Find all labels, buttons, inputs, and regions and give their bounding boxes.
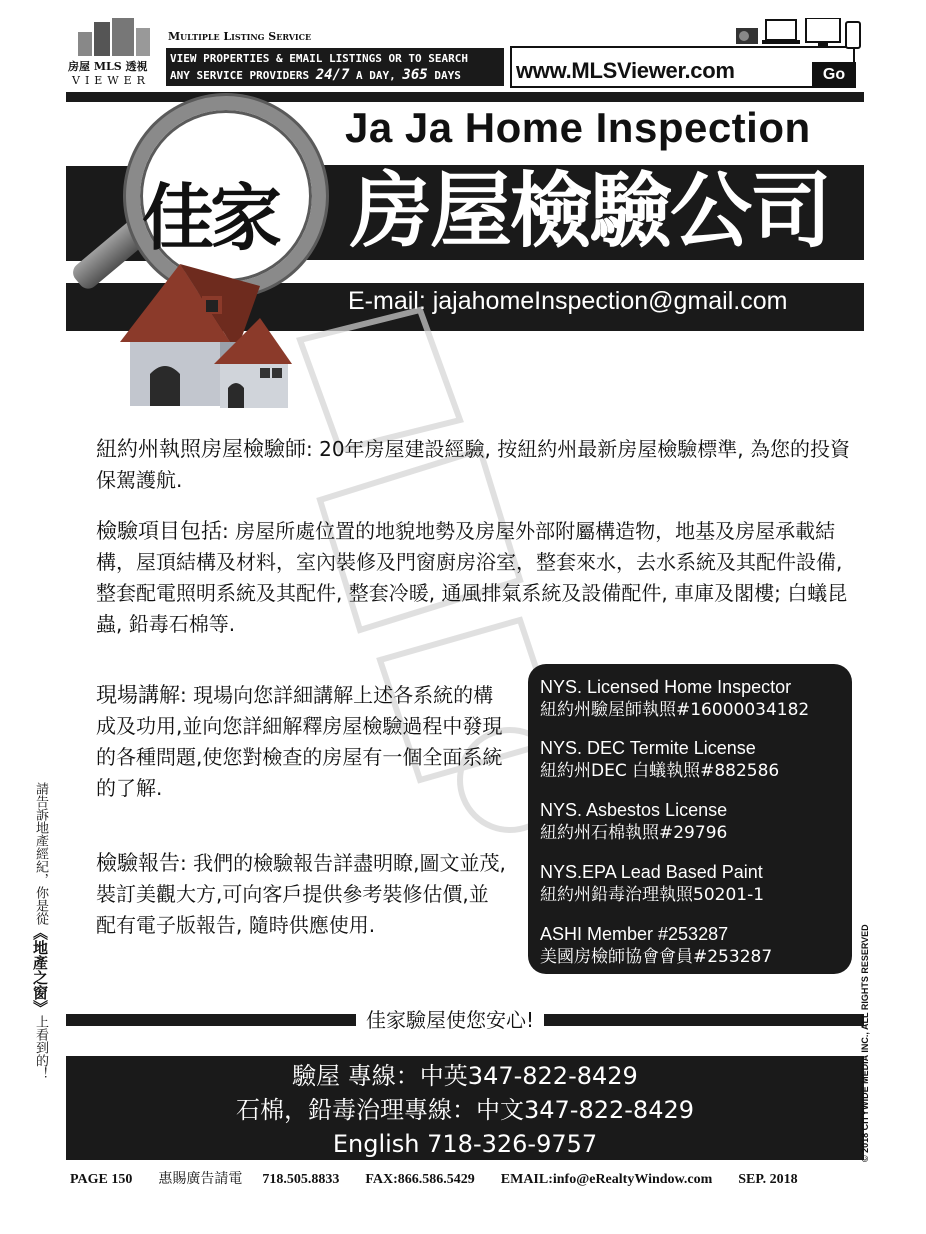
footer-fax: FAX:866.586.5429 [365, 1172, 475, 1187]
page-footer [70, 1168, 824, 1188]
footer-date: SEP. 2018 [738, 1172, 798, 1187]
slogan-line-1: VIEW PROPERTIES & EMAIL LISTINGS OR TO SEARCH [170, 52, 469, 65]
mls-viewer-logo[interactable] [68, 18, 160, 90]
report-paragraph [96, 848, 506, 941]
license-item [540, 861, 764, 907]
license-en: ASHI Member #253287 [540, 924, 729, 944]
side-note: 請告訴地產經紀，你是從《地產之窗》上看到的！ [31, 782, 49, 1080]
intro-body: : 20年房屋建設經驗, 按紐約州最新房屋檢驗標準, 為您的投資保駕護航. [96, 437, 850, 492]
service-tag: Multiple Listing Service [168, 30, 312, 43]
license-zh: 紐約州石棉執照#29796 [540, 823, 728, 843]
report-lead: 檢驗報告 [96, 851, 180, 875]
license-en: NYS. DEC Termite License [540, 738, 756, 758]
top-rule [66, 92, 864, 102]
brand-mark: 佳家 [142, 176, 279, 260]
mls-url-link[interactable]: www.MLSViewer.com [516, 58, 735, 83]
license-box [528, 664, 852, 974]
intro-paragraph [96, 434, 856, 496]
inspection-items-paragraph [96, 516, 856, 640]
license-item [540, 799, 727, 845]
license-zh: 紐約州鉛毒治理執照50201-1 [540, 885, 765, 905]
slogan: 佳家驗屋使您安心! [356, 1008, 544, 1032]
phone-english[interactable]: English 718-326-9757 [332, 1130, 598, 1158]
slogan-line-2: ANY SERVICE PROVIDERS 24/7 A DAY, 365 DAYS [170, 67, 461, 83]
page-number: PAGE 150 [70, 1172, 133, 1187]
license-en: NYS. Asbestos License [540, 800, 728, 820]
license-zh: 紐約州驗屋師執照#16000034182 [540, 700, 810, 720]
footer-contact-label: 惠賜廣告請電 [158, 1171, 243, 1187]
phone-box [66, 1056, 864, 1160]
copyright-notice: © 2018 CITYWIDE MEDIA INC., ALL RIGHTS RESERVED [860, 924, 870, 1162]
items-body: : 房屋所處位置的地貌地勢及房屋外部附屬構造物，地基及房屋承載結構，屋頂結構及材料，室內裝修及門窗廚房浴室，整套來水，去水系統及其配件設備, 整套配電照明系統及其配件, 整套冷暖, 通風排氣系統及設備配件, 車庫及閣樓; 白蟻昆蟲, 鉛毒石棉等. [96, 519, 848, 636]
license-en: NYS. Licensed Home Inspector [540, 677, 792, 697]
footer-phone[interactable]: 718.505.8833 [262, 1172, 340, 1187]
devices-icon [736, 18, 862, 58]
mls-slogan [166, 48, 504, 86]
phone-asbestos-lead[interactable]: 石棉，鉛毒治理專線：中文347-822-8429 [235, 1096, 694, 1124]
license-item [540, 737, 779, 783]
company-name-en: Ja Ja Home Inspection [345, 104, 811, 151]
go-button[interactable]: Go [812, 62, 856, 88]
company-name-zh: 房屋檢驗公司 [350, 164, 831, 259]
report-body: : 我們的檢驗報告詳盡明瞭,圖文並茂, 裝訂美觀大方,可向客戶提供參考裝修估價,並配有電子版報告, 隨時供應使用. [96, 851, 506, 937]
houses-icon [110, 256, 310, 416]
items-lead: 檢驗項目包括 [96, 519, 222, 543]
intro-lead: 紐約州執照房屋檢驗師 [96, 437, 306, 461]
license-zh: 紐約州DEC 白蟻執照#882586 [540, 761, 780, 781]
onsite-lead: 現場講解 [96, 683, 180, 707]
logo-subtitle: VIEWER [72, 74, 150, 87]
onsite-paragraph [96, 680, 506, 804]
phone-inspection[interactable]: 驗屋 專線：中英347-822-8429 [292, 1062, 638, 1090]
onsite-body: : 現場向您詳細講解上述各系統的構成及功用,並向您詳細解釋房屋檢驗過程中發現的各種問題,使您對檢查的房屋有一個全面系統的了解. [96, 683, 503, 800]
footer-email[interactable]: EMAIL:info@eRealtyWindow.com [500, 1172, 713, 1187]
license-zh: 美國房檢師協會會員#253287 [540, 947, 773, 967]
email-address[interactable]: E-mail: jajahomeInspection@gmail.com [348, 287, 788, 315]
license-item [540, 923, 772, 969]
license-en: NYS.EPA Lead Based Paint [540, 862, 763, 882]
logo-text: 房屋 MLS 透視 [68, 60, 148, 73]
license-item [540, 676, 809, 722]
